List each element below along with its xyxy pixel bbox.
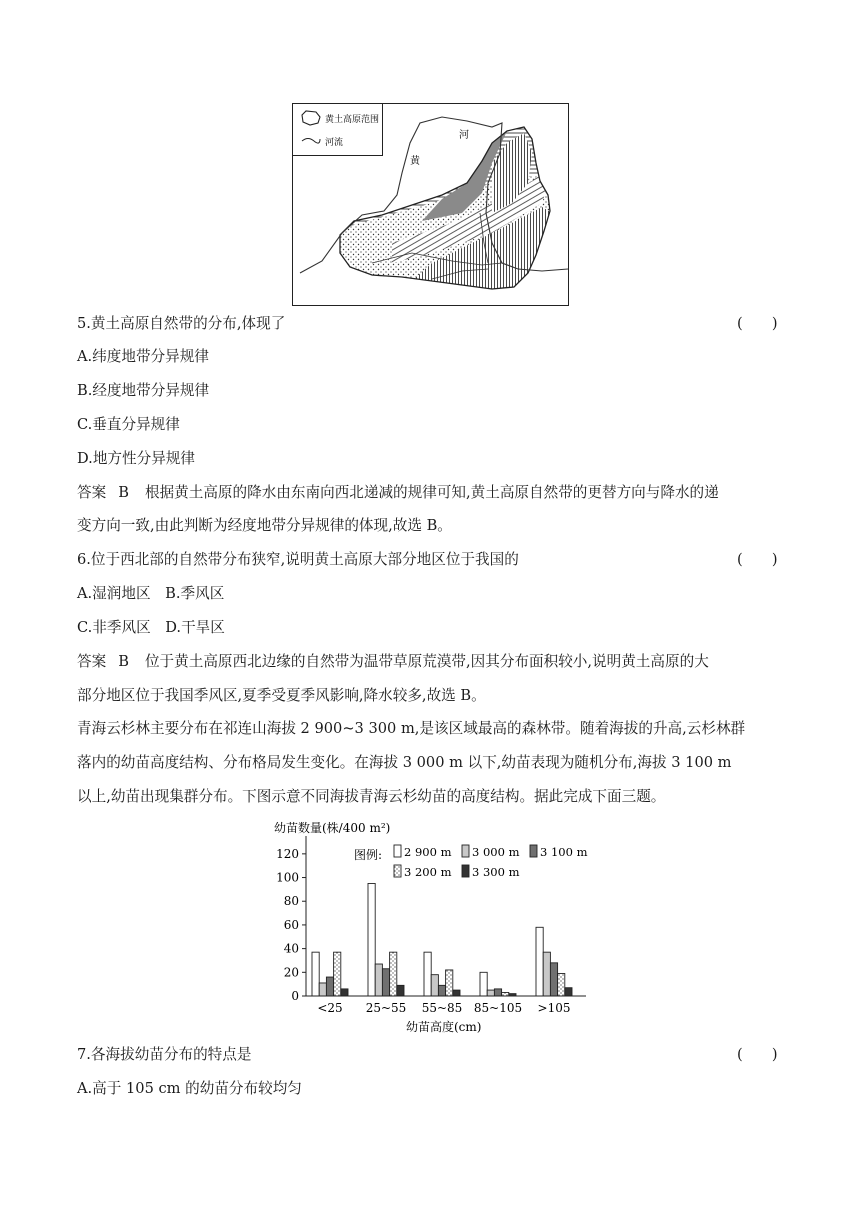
bars xyxy=(312,883,572,996)
bar xyxy=(424,952,431,996)
bar xyxy=(326,977,333,996)
bar xyxy=(319,983,326,996)
y-tick-label: 40 xyxy=(283,941,299,956)
bar xyxy=(341,989,348,996)
bar xyxy=(480,972,487,996)
x-tick-label: 55~85 xyxy=(421,1001,463,1015)
x-tick-label: 85~105 xyxy=(473,1001,523,1015)
legend-label: 3 300 m xyxy=(472,865,520,879)
x-tick-label: <25 xyxy=(317,1001,343,1015)
legend-title: 图例: xyxy=(354,848,383,862)
y-tick-label: 0 xyxy=(291,989,299,1003)
seedling-height-chart xyxy=(268,816,598,1038)
chart-ylabel: 幼苗数量(株/400 m²) xyxy=(274,821,391,835)
q5-stem: 5.黄土高原自然带的分布,体现了 xyxy=(77,315,286,332)
bar xyxy=(382,969,389,996)
legend-swatch xyxy=(530,845,537,857)
q5-option-a: A.纬度地带分异规律 xyxy=(77,348,209,365)
bar xyxy=(494,989,501,996)
bar xyxy=(487,990,494,996)
q5-answer xyxy=(77,483,719,503)
loess-plateau-map xyxy=(292,103,569,306)
legend-label: 3 000 m xyxy=(472,845,520,859)
legend-swatch xyxy=(462,845,469,857)
q5-option-b: B.经度地带分异规律 xyxy=(77,382,210,399)
y-tick-label: 80 xyxy=(283,894,299,909)
q6-stem: 6.位于西北部的自然带分布狭窄,说明黄土高原大部分地区位于我国的 xyxy=(77,551,519,568)
legend-swatch xyxy=(462,865,469,877)
x-axis xyxy=(306,996,586,1015)
answer-key: B xyxy=(118,653,129,670)
bar xyxy=(543,952,550,996)
q5-option-c: C.垂直分异规律 xyxy=(77,416,180,433)
bar xyxy=(550,963,557,996)
bar xyxy=(565,988,572,996)
legend-river-label: 河流 xyxy=(325,138,344,148)
answer-label: 答案 xyxy=(77,484,107,501)
q5-option-d: D.地方性分异规律 xyxy=(77,450,195,467)
bar xyxy=(368,883,375,996)
legend-plateau-label: 黄土高原范围 xyxy=(325,115,380,125)
passage-line-3: 以上,幼苗出现集群分布。下图示意不同海拔青海云杉幼苗的高度结构。据此完成下面三题。 xyxy=(77,788,666,805)
passage-line-2: 落内的幼苗高度结构、分布格局发生变化。在海拔 3 000 m 以下,幼苗表现为随机分布,海拔 3 100 m xyxy=(77,754,732,771)
bar xyxy=(446,970,453,996)
legend-swatch xyxy=(394,845,401,857)
y-axis xyxy=(276,836,306,1003)
y-tick-label: 100 xyxy=(276,870,299,885)
legend-label: 3 200 m xyxy=(404,865,452,879)
bar xyxy=(536,927,543,996)
q7-answer-bracket: ( ) xyxy=(737,1046,778,1063)
x-tick-label: >105 xyxy=(537,1001,571,1015)
q6-answer-bracket: ( ) xyxy=(737,551,778,568)
bar xyxy=(453,990,460,996)
q7-stem: 7.各海拔幼苗分布的特点是 xyxy=(77,1046,252,1063)
chart-xlabel: 幼苗高度(cm) xyxy=(406,1020,482,1034)
bar xyxy=(397,985,404,996)
legend-label: 2 900 m xyxy=(404,845,452,859)
q5-answer-bracket: ( ) xyxy=(737,315,778,332)
bar xyxy=(390,952,397,996)
bar xyxy=(312,952,319,996)
q6-answer-cont: 部分地区位于我国季风区,夏季受夏季风影响,降水较多,故选 B。 xyxy=(77,687,486,704)
bar xyxy=(334,952,341,996)
q6-options-ab: A.湿润地区 B.季风区 xyxy=(77,585,225,602)
bar xyxy=(431,975,438,996)
plateau-legend-icon xyxy=(302,111,320,125)
answer-explanation: 位于黄土高原西北边缘的自然带为温带草原荒漠带,因其分布面积较小,说明黄土高原的大 xyxy=(144,653,709,670)
river-char-he: 河 xyxy=(459,130,469,141)
q6-options-cd: C.非季风区 D.干旱区 xyxy=(77,619,225,636)
answer-key: B xyxy=(118,484,129,501)
chart-legend xyxy=(394,845,588,879)
q5-answer-cont: 变方向一致,由此判断为经度地带分异规律的体现,故选 B。 xyxy=(77,517,452,534)
bar xyxy=(375,964,382,996)
q7-option-a: A.高于 105 cm 的幼苗分布较均匀 xyxy=(77,1080,302,1097)
legend-label: 3 100 m xyxy=(540,845,588,859)
answer-label: 答案 xyxy=(77,653,107,670)
bar xyxy=(502,992,509,996)
y-tick-label: 20 xyxy=(283,965,299,980)
x-tick-label: 25~55 xyxy=(365,1001,407,1015)
q6-answer xyxy=(77,652,709,672)
y-tick-label: 120 xyxy=(276,846,299,861)
legend-swatch xyxy=(394,865,401,877)
passage-line-1: 青海云杉林主要分布在祁连山海拔 2 900~3 300 m,是该区域最高的森林带。随着海拔的升高,云杉林群 xyxy=(77,720,746,737)
river-char-huang: 黄 xyxy=(410,156,420,167)
y-tick-label: 60 xyxy=(283,917,299,932)
answer-explanation: 根据黄土高原的降水由东南向西北递减的规律可知,黄土高原自然带的更替方向与降水的递 xyxy=(144,484,719,501)
bar xyxy=(438,985,445,996)
bar xyxy=(558,973,565,996)
